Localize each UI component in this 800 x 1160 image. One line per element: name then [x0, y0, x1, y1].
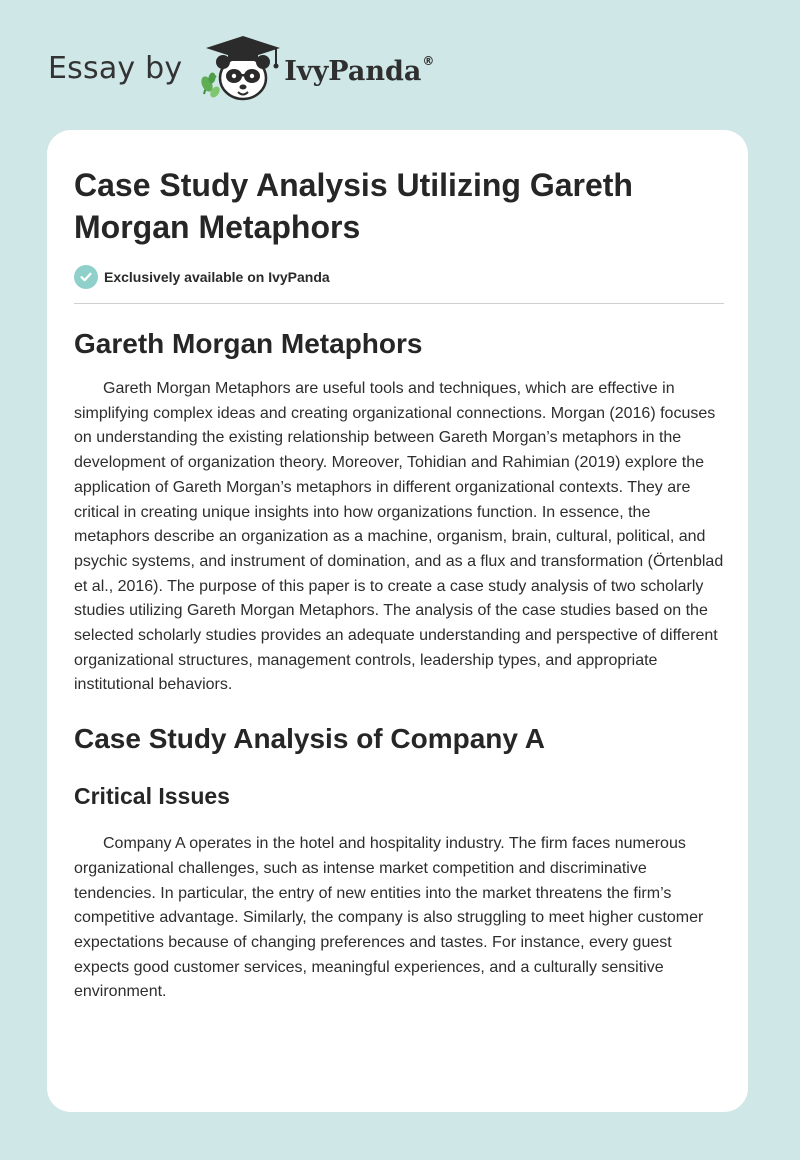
section-heading: Case Study Analysis of Company A [74, 723, 545, 755]
exclusive-badge [74, 265, 724, 289]
brand-name [284, 53, 435, 87]
brand-prefix: Essay by [48, 50, 183, 86]
panda-logo-icon[interactable] [196, 34, 284, 106]
article-title: Case Study Analysis Utilizing Gareth Morgan Metaphors [74, 167, 633, 245]
article-card [47, 130, 748, 1112]
brand-header [48, 34, 434, 106]
section-paragraph: Gareth Morgan Metaphors are useful tools and techniques, which are effective in simplifying complex ideas and creating organizational connections. Morgan (2016) focuses on understanding the existing relationship between Gareth Morgan’s metaphors in the development of organization theory. Moreover, Tohidian and Rahimian (2019) explore the application of Gareth Morgan’s metaphors in different organizational contexts. They are critical in creating unique insights into how organizations function. In essence, the metaphors describe an organization as a machine, organism, brain, cultural, political, and psychic systems, and instrument of domination, and as a flux and transformation (Örtenblad et al., 2016). The purpose of this paper is to create a case study analysis of two scholarly studies utilizing Gareth Morgan Metaphors. The analysis of the case studies based on the selected scholarly studies provides an adequate understanding and perspective of different organizational structures, management controls, leadership types, and appropriate institutional behaviors. [74, 380, 724, 694]
article-content [74, 164, 724, 1005]
title-divider [74, 303, 724, 304]
check-icon [74, 265, 98, 289]
section-subheading: Critical Issues [74, 783, 230, 810]
section-heading: Gareth Morgan Metaphors [74, 328, 423, 359]
registered-mark: ® [422, 53, 435, 68]
badge-label: Exclusively available on IvyPanda [104, 269, 330, 285]
brand-name-text: IvyPanda [284, 55, 422, 87]
section-paragraph: Company A operates in the hotel and hospitality industry. The firm faces numerous organizational challenges, such as intense market competition and discriminative tendencies. In particular, the entry of new entities into the market threatens the firm’s competitive advantage. Similarly, the company is also struggling to meet higher customer expectations because of changing preferences and tastes. For instance, every guest expects good customer services, meaningful experiences, and a culturally sensitive environment. [74, 835, 704, 1001]
